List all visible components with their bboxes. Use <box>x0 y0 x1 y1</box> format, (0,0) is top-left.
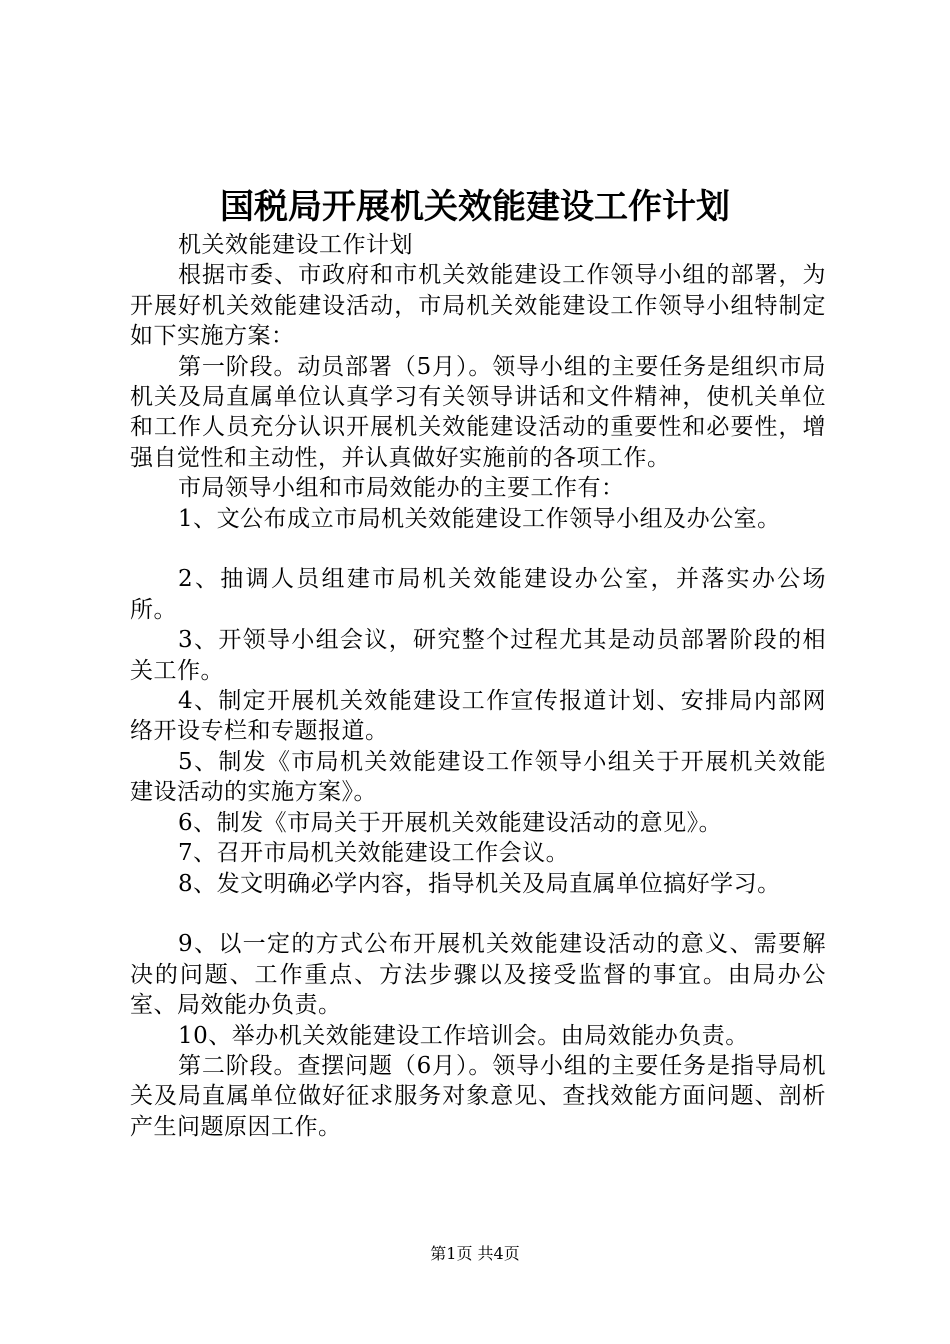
paragraph-phase-one: 第一阶段。动员部署（5月）。领导小组的主要任务是组织市局机关及局直属单位认真学习有关领导讲话和文件精神，使机关单位和工作人员充分认识开展机关效能建设活动的重要性和必要性，增强自觉性和主动性，并认真做好实施前的各项工作。 <box>130 353 826 471</box>
document-title: 国税局开展机关效能建设工作计划 <box>220 187 730 227</box>
document-body <box>130 230 826 1142</box>
paragraph-main-tasks-heading: 市局领导小组和市局效能办的主要工作有： <box>178 475 625 502</box>
paragraph-phase-two: 第二阶段。查摆问题（6月）。领导小组的主要任务是指导局机关及局直属单位做好征求服务对象意见、查找效能方面问题、剖析产生问题原因工作。 <box>130 1052 826 1140</box>
page-number-footer: 第1页 共4页 <box>430 1244 520 1263</box>
list-item-2: 2、抽调人员组建市局机关效能建设办公室，并落实办公场所。 <box>130 566 826 623</box>
list-item-1: 1、文公布成立市局机关效能建设工作领导小组及办公室。 <box>178 505 781 532</box>
list-item-7: 7、召开市局机关效能建设工作会议。 <box>178 840 570 867</box>
list-item-6: 6、制发《市局关于开展机关效能建设活动的意见》。 <box>178 809 723 836</box>
list-item-3: 3、开领导小组会议，研究整个过程尤其是动员部署阶段的相关工作。 <box>130 627 826 684</box>
list-item-8: 8、发文明确必学内容，指导机关及局直属单位搞好学习。 <box>178 870 781 897</box>
list-item-5: 5、制发《市局机关效能建设工作领导小组关于开展机关效能建设活动的实施方案》。 <box>130 748 826 806</box>
list-item-10: 10、举办机关效能建设工作培训会。由局效能办负责。 <box>178 1022 749 1049</box>
paragraph-intro: 根据市委、市政府和市机关效能建设工作领导小组的部署，为开展好机关效能建设活动，市局机关效能建设工作领导小组特制定如下实施方案： <box>130 262 826 350</box>
list-item-4: 4、制定开展机关效能建设工作宣传报道计划、安排局内部网络开设专栏和专题报道。 <box>130 688 826 745</box>
paragraph-subtitle: 机关效能建设工作计划 <box>178 232 413 258</box>
list-item-9: 9、以一定的方式公布开展机关效能建设活动的意义、需要解决的问题、工作重点、方法步骤以及接受监督的事宜。由局办公室、局效能办负责。 <box>130 931 826 1019</box>
